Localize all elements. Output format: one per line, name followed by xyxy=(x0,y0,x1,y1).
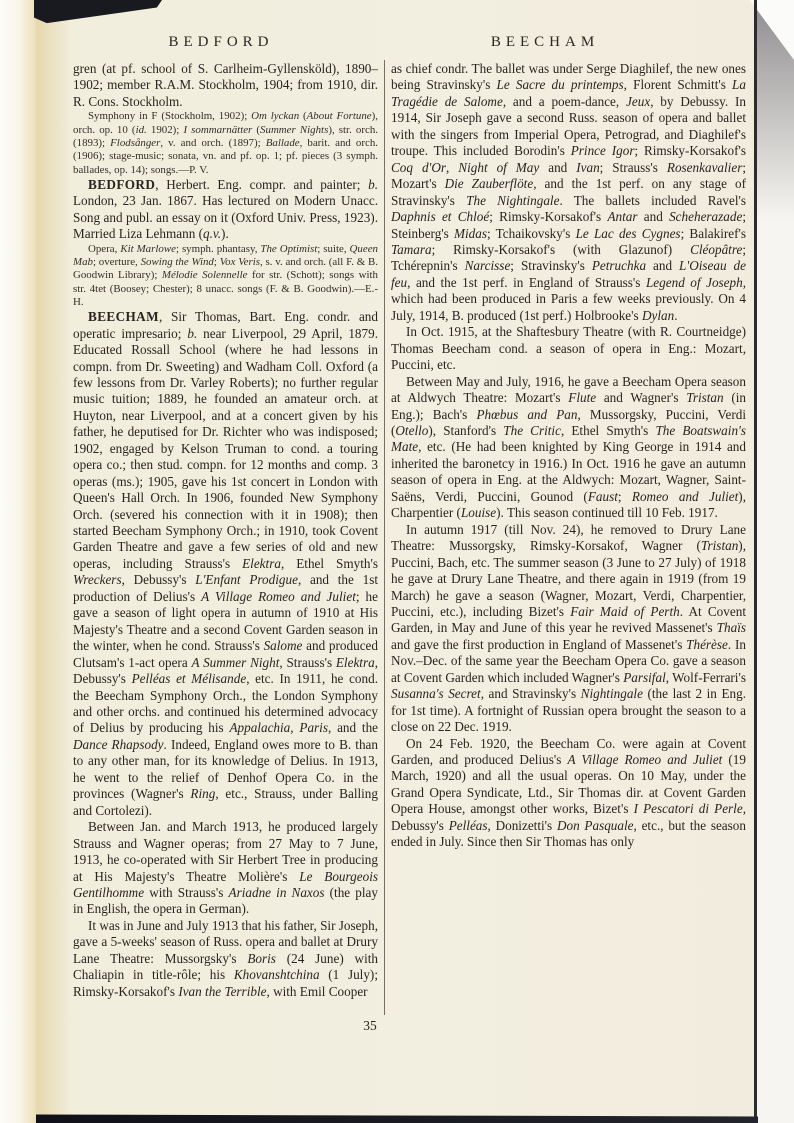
column-divider-rule xyxy=(384,60,385,1015)
paragraph: as chief condr. The ballet was under Serge Diaghilef, the new ones being Stravinsky's Le Sacre du printemps, Florent Schmitt's La Tragédie de Salome, and a poem-dance, Jeux, by Debussy. In 1914, Sir Joseph gave a second Russ. season of opera and ballet with the singers from Imperial Opera, Petrograd, and Diaghilef's troupe. This included Borodin's Prince Igor; Rimsky-Korsakof's Coq d'Or, Night of May and Ivan; Strauss's Rosenkavalier; Mozart's Die Zauberflöte, and the 1st perf. on any stage of Stravinsky's The Nightingale. The ballets included Ravel's Daphnis et Chloé; Rimsky-Korsakof's Antar and Scheherazade; Steinberg's Midas; Tchaikovsky's Le Lac des Cygnes; Balakiref's Tamara; Rimsky-Korsakof's (with Glazunof) Cléopâtre; Tchérepnin's Narcisse; Stravinsky's Petruchka and L'Oiseau de feu, and the 1st perf. in England of Strauss's Legend of Joseph, which had been produced in Paris a few weeks previously. On 4 July, 1914, B. produced (1st perf.) Holbrooke's Dylan. xyxy=(391,61,746,323)
paragraph: Symphony in F (Stockholm, 1902); Om lyckan (About Fortune), orch. op. 10 (id. 1902); I sommarnätter (Summer Nights), str. orch. (1893); Flodsånger, v. and orch. (1897); Ballade, barit. and orch. (1906); stage-music; sonata, vn. and pf. op. 1; pf. pieces (3 symph. ballades, op. 14); songs.—P. V. xyxy=(73,110,378,176)
paragraph: Between Jan. and March 1913, he produced largely Strauss and Wagner operas; from 27 May to 7 June, 1913, he co-operated with Sir Herbert Tree in producing at His Majesty's Theatre Molière's Le Bourgeois Gentilhomme with Strauss's Ariadne in Naxos (the play in English, the opera in German). xyxy=(73,819,378,917)
paragraph: Opera, Kit Marlowe; symph. phantasy, The Optimist; suite, Queen Mab; overture, Sowing the Wind; Vox Veris, s. v. and orch. (all F. & B. Goodwin Library); Mélodie Solennelle for str. (Schott); songs with str. 4tet (Boosey; Chester); 8 unacc. songs (F. & B. Goodwin).—E.-H. xyxy=(73,242,378,308)
paragraph: It was in June and July 1913 that his father, Sir Joseph, gave a 5-weeks' season of Russ. opera and ballet at Drury Lane Theatre: Mussorgsky's Boris (24 June) with Chaliapin in title-rôle; his Khovanshtchina (1 July); Rimsky-Korsakof's Ivan the Terrible, with Emil Cooper xyxy=(73,917,378,999)
left-column xyxy=(73,61,378,1017)
page-right-edge xyxy=(754,0,757,1123)
paragraph: BEDFORD, Herbert. Eng. compr. and painter; b. London, 23 Jan. 1867. Has lectured on Modern Unacc. Song and publ. an essay on it (Oxford Univ. Press, 1923). Married Liza Lehmann (q.v.). xyxy=(73,176,378,242)
running-head-left: BEDFORD xyxy=(168,34,274,50)
paragraph: Between May and July, 1916, he gave a Beecham Opera season at Aldwych Theatre: Mozart's Flute and Wagner's Tristan (in Eng.); Bach's Phœbus and Pan, Mussorgsky, Puccini, Verdi (Otello), Stanford's The Critic, Ethel Smyth's The Boatswain's Mate, etc. (He had been knighted by King George in 1914 and inherited the baronetcy in 1916.) In Oct. 1916 he gave an autumn season of opera in Eng. at the Aldwych: Mozart, Wagner, Saint-Saëns, Verdi, Puccini, Gounod (Faust; Romeo and Juliet), Charpentier (Louise). This season continued till 10 Feb. 1917. xyxy=(391,373,746,521)
paragraph: On 24 Feb. 1920, the Beecham Co. were again at Covent Garden, and produced Delius's A Village Romeo and Juliet (19 March, 1920) and all the usual operas. On 10 May, under the Grand Opera Syndicate, Ltd., Sir Thomas dir. at Covent Garden Opera House, amongst other works, Bizet's I Pescatori di Perle, Debussy's Pelléas, Donizetti's Don Pasquale, etc., but the season ended in July. Since then Sir Thomas has only xyxy=(391,735,746,850)
right-column xyxy=(391,61,746,1017)
paragraph: In Oct. 1915, at the Shaftesbury Theatre (with R. Courtneidge) Thomas Beecham cond. a season of opera in Eng.: Mozart, Puccini, etc. xyxy=(391,324,746,373)
paragraph: gren (at pf. school of S. Carlheim-Gyllensköld), 1890–1902; member R.A.M. Stockholm, 1904; from 1910, dir. R. Cons. Stockholm. xyxy=(73,61,378,109)
page-left-edge-shadow xyxy=(36,0,70,1123)
page-number: 35 xyxy=(363,1018,377,1033)
paragraph: BEECHAM, Sir Thomas, Bart. Eng. condr. and operatic impresario; b. near Liverpool, 29 April, 1879. Educated Rossall School (where he had lessons in compn. from Dr. Sweeting) and Wadham Coll. Oxford (a few lessons from Dr. Varley Roberts); no further regular music tuition; 1889, he founded an amateur orch. at Huyton, near Liverpool, and at a concert given by his father, he deputised for Dr. Richter who was indisposed; 1902, engaged by Kelson Truman to cond. a touring opera co.; then stud. compn. for 12 months and comp. 3 operas (ms.); 1905, gave his 1st concert in London with Queen's Hall Orch. In 1906, founded New Symphony Orch. (severed his connection with it in 1908); then started Beecham Symphony Orch.; in 1910, took Covent Garden Theatre and gave a few series of old and new operas, including Strauss's Elektra, Ethel Smyth's Wreckers, Debussy's L'Enfant Prodigue, and the 1st production of Delius's A Village Romeo and Juliet; he gave a season of light opera in autumn of 1910 at His Majesty's Theatre and a second Covent Garden season in the winter, when he cond. Strauss's Salome and produced Clutsam's 1-act opera A Summer Night, Strauss's Elektra, Debussy's Pelléas et Mélisande, etc. In 1911, he cond. the Beecham Symphony Orch., the London Symphony and other orchs. and continued his determined advocacy of Delius by producing his Appalachia, Paris, and the Dance Rhapsody. Indeed, England owes more to B. than to any other man, for its knowledge of Delius. In 1913, he went to the relief of Denhof Opera Co. in the provinces (Wagner's Ring, etc., Strauss, under Balling and Cortolezi). xyxy=(73,309,378,818)
scan-dark-bottom-edge xyxy=(36,1113,758,1123)
running-head-right: BEECHAM xyxy=(490,34,600,50)
page-left-edge xyxy=(0,0,36,1123)
paragraph: In autumn 1917 (till Nov. 24), he removed to Drury Lane Theatre: Mussorgsky, Rimsky-Korsakof, Wagner (Tristan), Puccini, Bach, etc. The summer season (3 June to 27 July) of 1918 he gave at Drury Lane Theatre, and there again in 1919 (from 19 March) he gave a season (Wagner, Mozart, Verdi, Charpentier, Puccini, etc.), including Bizet's Fair Maid of Perth. At Covent Garden, in May and June of this year he revived Massenet's Thaïs and gave the first production in England of Massenet's Thérèse. In Nov.–Dec. of the same year the Beecham Opera Co. gave a season at Covent Garden which included Wagner's Parsifal, Wolf-Ferrari's Susanna's Secret, and Stravinsky's Nightingale (the last 2 in Eng. for 1st time). A fortnight of Russian opera brought the season to a close on 22 Dec. 1919. xyxy=(391,521,746,735)
